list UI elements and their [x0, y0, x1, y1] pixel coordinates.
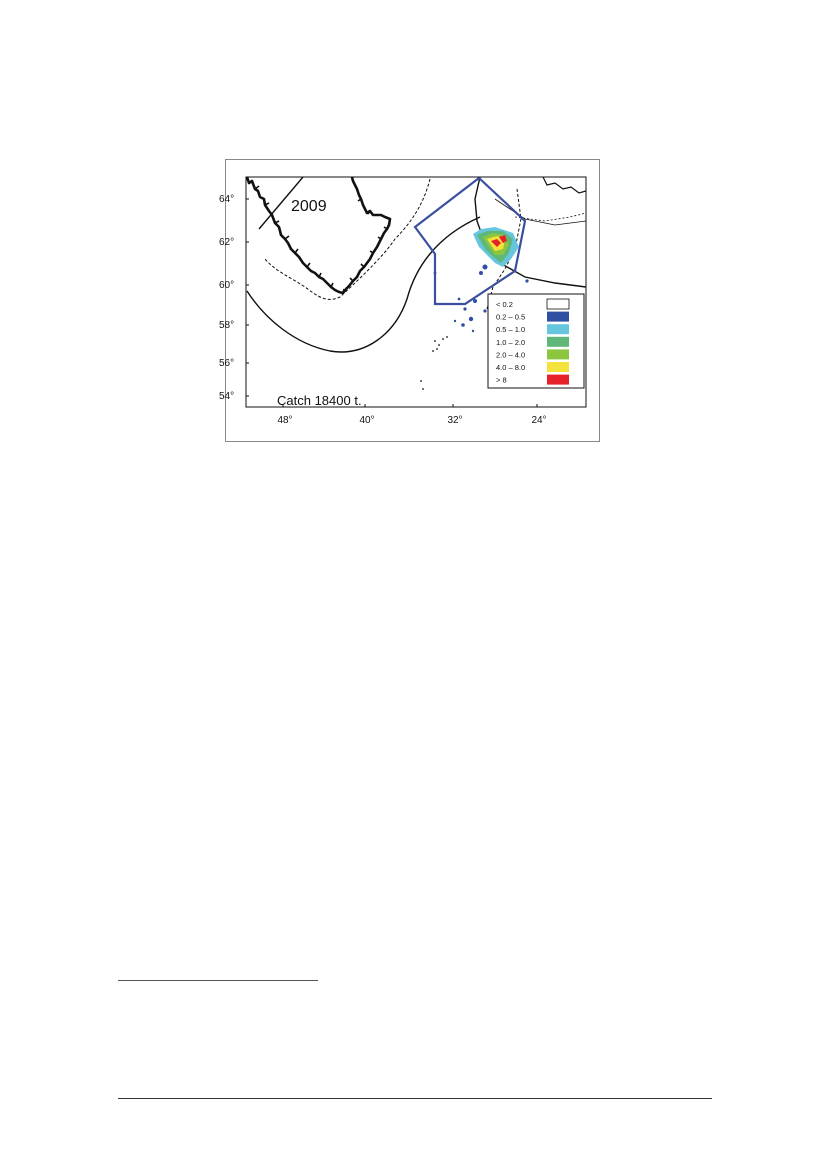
legend-swatch: [547, 362, 569, 372]
legend-swatch: [547, 312, 569, 322]
footnote-separator: [118, 980, 318, 981]
map-svg: [219, 159, 600, 442]
lat-tick: 54°: [219, 391, 235, 402]
footer-rule: [118, 1098, 712, 1099]
legend-swatch: [547, 349, 569, 359]
legend-label: > 8: [496, 375, 507, 385]
legend-label: 2.0 – 4.0: [496, 350, 526, 360]
catch-label: Catch 18400 t.: [277, 393, 362, 408]
legend-swatch: [547, 324, 569, 334]
lat-tick: 64°: [219, 194, 235, 205]
legend-label: < 0.2: [496, 300, 513, 309]
lon-tick: 24°: [531, 415, 547, 426]
lat-tick: 62°: [219, 237, 235, 248]
lat-tick: 56°: [219, 358, 235, 369]
legend: [488, 294, 584, 388]
year-label: 2009: [291, 198, 327, 215]
legend-label: 4.0 – 8.0: [496, 363, 526, 372]
legend-label: 1.0 – 2.0: [496, 337, 526, 347]
legend-swatch: [547, 337, 569, 347]
lon-tick: 48°: [277, 415, 293, 426]
legend-swatch: [547, 375, 569, 385]
catch-distribution-map: [219, 159, 600, 442]
legend-label: 0.2 – 0.5: [496, 312, 526, 322]
lon-tick: 32°: [447, 415, 463, 426]
lat-tick: 58°: [219, 320, 235, 331]
lat-tick: 60°: [219, 280, 235, 291]
legend-label: 0.5 – 1.0: [496, 325, 526, 335]
lon-tick: 40°: [359, 415, 375, 426]
legend-swatch: [547, 299, 569, 309]
